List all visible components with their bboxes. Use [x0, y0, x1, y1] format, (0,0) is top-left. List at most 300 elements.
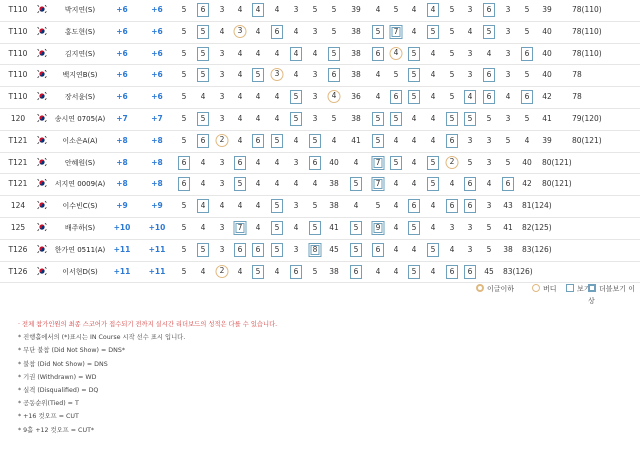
score-cell: 5	[446, 112, 458, 126]
score-cell: 5	[449, 70, 455, 80]
score-cell: 4	[411, 157, 417, 167]
score-cell: 5	[467, 157, 473, 167]
notes-section	[18, 318, 277, 437]
score-cell: 5	[181, 5, 187, 14]
round-to-par: +6	[151, 26, 163, 36]
score-cell: 4	[411, 244, 417, 254]
score-cell: 4	[393, 266, 399, 276]
score-cell: 4	[237, 5, 243, 14]
note-line: * 기권 (Withdrawn) = WD	[18, 373, 97, 381]
score-cell: 5	[197, 243, 209, 257]
table-row[interactable]	[0, 174, 640, 196]
score-cell: 6	[372, 47, 384, 61]
score-cell: 4	[237, 114, 243, 123]
score-cell: 3	[219, 70, 225, 80]
round-to-par: +7	[151, 114, 163, 123]
score-cell: 5	[427, 25, 439, 39]
note-line: * 실격 (Disqualified) = DQ	[18, 386, 99, 394]
score-cell: 4	[505, 92, 511, 102]
note-line: * 진행홀에서의 (*)표시는 IN Course 시작 선수 표시 입니다.	[18, 334, 186, 342]
score-cell: 5	[372, 25, 384, 39]
score-cell: 6	[197, 3, 209, 17]
score-cell: 5	[449, 48, 455, 58]
score-cell: 4	[390, 47, 403, 60]
score-cell: 4	[274, 266, 280, 276]
score-cell: 3	[219, 223, 225, 232]
score-cell: 5	[449, 26, 455, 36]
score-cell: 3	[467, 244, 473, 254]
score-cell: 4	[200, 157, 206, 167]
table-row[interactable]	[0, 218, 640, 240]
score-cell: 5	[181, 26, 187, 36]
score-cell: 40	[522, 157, 532, 167]
score-cell: 4	[411, 26, 417, 36]
legend-symbol-icon	[566, 284, 574, 292]
score-cell: 4	[430, 70, 436, 80]
score-cell: 6	[309, 156, 321, 170]
score-cell: 6	[372, 243, 384, 257]
korea-flag-icon	[37, 222, 47, 232]
score-cell: 4	[255, 114, 261, 123]
legend-symbol-icon	[476, 284, 484, 292]
korea-flag-icon	[37, 178, 47, 188]
position-cell: T126	[8, 266, 28, 276]
legend-item	[532, 283, 557, 295]
total-to-par: +6	[116, 92, 128, 102]
score-cell: 4	[312, 179, 318, 189]
score-cell: 41	[329, 223, 339, 232]
table-row[interactable]	[0, 153, 640, 175]
score-cell: 38	[329, 201, 339, 211]
score-cell: 5	[524, 114, 530, 123]
round-to-par: +8	[151, 179, 163, 189]
score-cell: 4	[464, 90, 476, 104]
score-cell: 43	[503, 201, 513, 211]
player-name[interactable]: 박지연(S)	[64, 6, 96, 14]
score-cell: 5	[464, 112, 476, 126]
score-cell: 5	[197, 47, 209, 61]
score-cell: 6	[521, 90, 533, 104]
score-cell: 9	[372, 221, 385, 235]
score-cell: 5	[486, 223, 492, 232]
score-cell: 4	[293, 26, 299, 36]
total-to-par: +8	[116, 179, 128, 189]
score-cell: 42	[522, 179, 532, 189]
position-cell: T110	[8, 70, 28, 80]
score-cell: 4	[293, 135, 299, 145]
table-row[interactable]	[0, 44, 640, 66]
legend-label: 보기	[577, 285, 591, 293]
position-cell: T121	[8, 135, 28, 145]
score-cell: 4	[237, 201, 243, 211]
score-cell: 45	[329, 244, 339, 254]
score-cell: 4	[255, 157, 261, 167]
position-cell: T110	[8, 5, 28, 14]
legend-item	[476, 283, 514, 295]
score-cell: 4	[274, 157, 280, 167]
table-row[interactable]	[0, 109, 640, 131]
score-legend	[0, 283, 640, 305]
position-cell: T110	[8, 48, 28, 58]
score-cell: 45	[484, 266, 494, 276]
score-cell: 4	[219, 201, 225, 211]
player-name[interactable]: 홍도현(S)	[64, 27, 96, 36]
legend-item	[566, 283, 591, 295]
score-cell: 4	[290, 47, 302, 61]
score-cell: 3	[219, 92, 225, 102]
korea-flag-icon	[37, 113, 47, 123]
round-to-par: +8	[151, 135, 163, 145]
round-to-par: +6	[151, 92, 163, 102]
score-cell: 6	[178, 156, 190, 170]
score-cell: 3	[467, 70, 473, 80]
player-name[interactable]: 장서윤(S)	[64, 93, 96, 102]
score-cell: 5	[271, 134, 283, 148]
player-name[interactable]: 백지연B(S)	[62, 71, 98, 80]
score-cell: 4	[375, 92, 381, 102]
score-cell: 4	[237, 48, 243, 58]
score-cell: 5	[390, 156, 402, 170]
total-to-par: +8	[116, 135, 128, 145]
score-cell: 4	[427, 3, 439, 17]
score-cell: 5	[331, 114, 337, 123]
score-cell: 3	[505, 5, 511, 14]
legend-label: 이글이하	[487, 285, 515, 293]
score-cell: 4	[274, 92, 280, 102]
score-cell: 6	[464, 177, 476, 191]
score-cell: 5	[181, 135, 187, 145]
score-cell: 80(121)	[572, 135, 602, 145]
score-cell: 5	[290, 90, 302, 104]
score-cell: 4	[328, 90, 341, 103]
score-cell: 4	[524, 135, 530, 145]
score-cell: 6	[197, 134, 209, 148]
korea-flag-icon	[37, 135, 47, 145]
position-cell: 120	[10, 114, 26, 123]
score-cell: 41	[503, 223, 513, 232]
score-cell: 5	[197, 68, 209, 82]
position-cell: T121	[8, 157, 28, 167]
round-to-par: +11	[148, 244, 166, 254]
score-cell: 5	[309, 134, 321, 148]
score-cell: 3	[219, 114, 225, 123]
score-cell: 4	[293, 223, 299, 232]
score-cell: 4	[375, 70, 381, 80]
score-cell: 36	[351, 92, 361, 102]
score-cell: 5	[449, 5, 455, 14]
score-cell: 4	[255, 26, 261, 36]
score-cell: 3	[293, 157, 299, 167]
score-cell: 5	[375, 201, 381, 211]
score-cell: 3	[219, 157, 225, 167]
score-cell: 83(126)	[522, 244, 552, 254]
score-cell: 5	[181, 114, 187, 123]
total-to-par: +11	[113, 244, 131, 254]
position-cell: 125	[10, 223, 26, 232]
score-cell: 5	[408, 68, 420, 82]
score-cell: 3	[219, 5, 225, 14]
score-cell: 39	[542, 135, 552, 145]
score-cell: 5	[271, 199, 283, 213]
score-cell: 2	[446, 156, 459, 169]
score-cell: 3	[312, 70, 318, 80]
position-cell: 124	[10, 201, 26, 211]
score-cell: 6	[252, 134, 264, 148]
score-cell: 6	[350, 265, 362, 279]
score-cell: 7	[390, 25, 403, 39]
score-cell: 5	[524, 26, 530, 36]
score-cell: 4	[411, 114, 417, 123]
score-cell: 4	[237, 135, 243, 145]
score-cell: 80(121)	[542, 179, 572, 189]
score-cell: 5	[312, 201, 318, 211]
score-cell: 4	[312, 48, 318, 58]
score-cell: 5	[372, 134, 384, 148]
score-cell: 5	[181, 244, 187, 254]
legend-label: 버디	[543, 285, 557, 293]
score-cell: 3	[312, 114, 318, 123]
score-cell: 6	[408, 199, 420, 213]
score-cell: 5	[252, 68, 264, 82]
player-name[interactable]: 이소은A(A)	[62, 136, 98, 145]
score-cell: 4	[274, 114, 280, 123]
score-cell: 4	[200, 92, 206, 102]
score-cell: 4	[393, 244, 399, 254]
korea-flag-icon	[37, 244, 47, 254]
score-cell: 5	[290, 112, 302, 126]
score-cell: 4	[411, 135, 417, 145]
score-cell: 5	[234, 177, 246, 191]
score-cell: 6	[464, 199, 476, 213]
score-cell: 4	[375, 5, 381, 14]
score-cell: 5	[350, 177, 362, 191]
score-cell: 5	[181, 266, 187, 276]
table-row[interactable]	[0, 240, 640, 262]
score-cell: 83(126)	[503, 266, 533, 276]
score-cell: 3	[467, 48, 473, 58]
score-cell: 41	[351, 135, 361, 145]
score-cell: 78(110)	[572, 26, 602, 36]
score-cell: 3	[486, 135, 492, 145]
total-to-par: +6	[116, 70, 128, 80]
player-name[interactable]: 서지연 0009(A)	[54, 180, 106, 189]
round-to-par: +8	[151, 157, 163, 167]
score-cell: 4	[430, 48, 436, 58]
score-cell: 3	[505, 26, 511, 36]
score-cell: 4	[237, 70, 243, 80]
score-cell: 4	[200, 266, 206, 276]
legend-item	[588, 283, 640, 305]
total-to-par: +11	[113, 266, 131, 276]
score-cell: 6	[464, 265, 476, 279]
score-cell: 4	[430, 201, 436, 211]
score-cell: 6	[290, 265, 302, 279]
total-to-par: +8	[116, 157, 128, 167]
score-cell: 3	[219, 179, 225, 189]
score-cell: 5	[197, 112, 209, 126]
score-cell: 5	[427, 243, 439, 257]
total-to-par: +10	[113, 223, 131, 232]
score-cell: 4	[237, 92, 243, 102]
score-cell: 5	[181, 70, 187, 80]
score-cell: 4	[430, 266, 436, 276]
score-cell: 8	[309, 243, 322, 257]
score-cell: 40	[542, 70, 552, 80]
player-name[interactable]: 이수빈C(S)	[62, 202, 98, 211]
score-cell: 3	[293, 244, 299, 254]
score-cell: 4	[486, 48, 492, 58]
score-cell: 4	[375, 266, 381, 276]
score-cell: 5	[309, 221, 321, 235]
score-cell: 80(121)	[542, 157, 572, 167]
score-cell: 81(124)	[522, 201, 552, 211]
korea-flag-icon	[37, 26, 47, 36]
player-name[interactable]: 이서현D(S)	[62, 267, 98, 276]
player-name[interactable]: 한가연 0511(A)	[54, 245, 106, 254]
legend-label: 더블보기 이상	[588, 285, 636, 305]
table-row[interactable]	[0, 262, 640, 284]
score-cell: 4	[255, 201, 261, 211]
score-cell: 3	[219, 244, 225, 254]
score-cell: 5	[408, 265, 420, 279]
score-cell: 4	[219, 26, 225, 36]
score-cell: 5	[486, 114, 492, 123]
total-to-par: +6	[116, 48, 128, 58]
score-cell: 3	[467, 223, 473, 232]
score-cell: 41	[542, 114, 552, 123]
position-cell: T110	[8, 92, 28, 102]
score-cell: 5	[449, 92, 455, 102]
score-cell: 5	[408, 221, 420, 235]
player-name[interactable]: 배주하(S)	[64, 224, 96, 232]
score-cell: 3	[467, 5, 473, 14]
score-cell: 5	[408, 47, 420, 61]
score-cell: 5	[350, 243, 362, 257]
note-line: · 전체 참가인원의 최종 스코어가 접수되기 전까지 실시간 리더보드의 성적은 다를 수 있습니다.	[18, 321, 278, 328]
korea-flag-icon	[37, 69, 47, 79]
position-cell: T110	[8, 26, 28, 36]
note-line: * 공동순위(Tied) = T	[18, 400, 79, 408]
score-cell: 4	[237, 266, 243, 276]
score-cell: 4	[274, 5, 280, 14]
score-cell: 5	[331, 26, 337, 36]
score-cell: 6	[483, 90, 495, 104]
score-cell: 5	[181, 201, 187, 211]
score-cell: 3	[505, 70, 511, 80]
score-cell: 5	[390, 112, 402, 126]
round-to-par: +6	[151, 5, 163, 14]
score-cell: 3	[271, 68, 284, 81]
score-cell: 4	[449, 179, 455, 189]
score-cell: 5	[483, 25, 495, 39]
score-cell: 6	[446, 265, 458, 279]
position-cell: T126	[8, 244, 28, 254]
score-cell: 40	[329, 157, 339, 167]
score-cell: 40	[542, 26, 552, 36]
score-cell: 4	[393, 201, 399, 211]
score-cell: 4	[430, 223, 436, 232]
score-cell: 78(110)	[572, 5, 602, 14]
score-cell: 6	[328, 68, 340, 82]
note-line: * 무단 불참 (Did Not Show) = DNS*	[18, 347, 126, 355]
score-cell: 38	[351, 114, 361, 123]
score-cell: 4	[255, 48, 261, 58]
score-cell: 3	[312, 26, 318, 36]
score-cell: 4	[200, 179, 206, 189]
score-cell: 5	[328, 47, 340, 61]
round-to-par: +9	[151, 201, 163, 211]
score-cell: 5	[524, 70, 530, 80]
score-cell: 4	[274, 48, 280, 58]
table-row[interactable]	[0, 131, 640, 153]
table-row[interactable]	[0, 0, 640, 22]
score-cell: 6	[483, 3, 495, 17]
score-cell: 6	[390, 90, 402, 104]
score-cell: 4	[430, 135, 436, 145]
player-name[interactable]: 김지연(S)	[64, 49, 96, 58]
score-cell: 2	[216, 134, 229, 147]
score-cell: 3	[449, 223, 455, 232]
table-row[interactable]	[0, 65, 640, 87]
score-cell: 4	[197, 199, 209, 213]
score-cell: 5	[372, 112, 384, 126]
score-cell: 6	[234, 243, 246, 257]
player-name[interactable]: 송시연 0705(A)	[54, 115, 106, 123]
score-cell: 42	[542, 92, 552, 102]
korea-flag-icon	[37, 4, 47, 14]
score-cell: 4	[200, 223, 206, 232]
score-cell: 5	[524, 5, 530, 14]
table-row[interactable]	[0, 196, 640, 218]
score-cell: 5	[408, 90, 420, 104]
score-cell: 3	[467, 135, 473, 145]
score-cell: 4	[293, 179, 299, 189]
round-to-par: +11	[148, 266, 166, 276]
score-cell: 6	[446, 199, 458, 213]
note-line: * 9홀 +12 컷오프 = CUT*	[18, 426, 95, 434]
score-cell: 3	[486, 157, 492, 167]
table-row[interactable]	[0, 87, 640, 109]
score-cell: 4	[255, 179, 261, 189]
score-cell: 5	[252, 265, 264, 279]
score-cell: 5	[312, 5, 318, 14]
score-cell: 4	[331, 135, 337, 145]
score-cell: 6	[234, 156, 246, 170]
player-name[interactable]: 안혜원(S)	[64, 158, 96, 167]
score-cell: 4	[393, 135, 399, 145]
score-cell: 5	[505, 135, 511, 145]
score-cell: 38	[329, 179, 339, 189]
score-cell: 6	[178, 177, 190, 191]
table-row[interactable]	[0, 22, 640, 44]
score-cell: 6	[483, 68, 495, 82]
score-cell: 39	[542, 5, 552, 14]
score-cell: 6	[446, 134, 458, 148]
score-cell: 5	[181, 48, 187, 58]
score-cell: 79(120)	[572, 114, 602, 123]
note-line: * +16 컷오프 = CUT	[18, 413, 79, 421]
score-cell: 5	[393, 70, 399, 80]
legend-symbol-icon	[588, 284, 596, 292]
korea-flag-icon	[37, 266, 47, 276]
score-cell: 82(125)	[522, 223, 552, 232]
score-cell: 38	[329, 266, 339, 276]
score-cell: 4	[467, 26, 473, 36]
score-cell: 78	[572, 70, 582, 80]
score-cell: 6	[271, 25, 283, 39]
korea-flag-icon	[37, 200, 47, 210]
score-cell: 4	[449, 244, 455, 254]
